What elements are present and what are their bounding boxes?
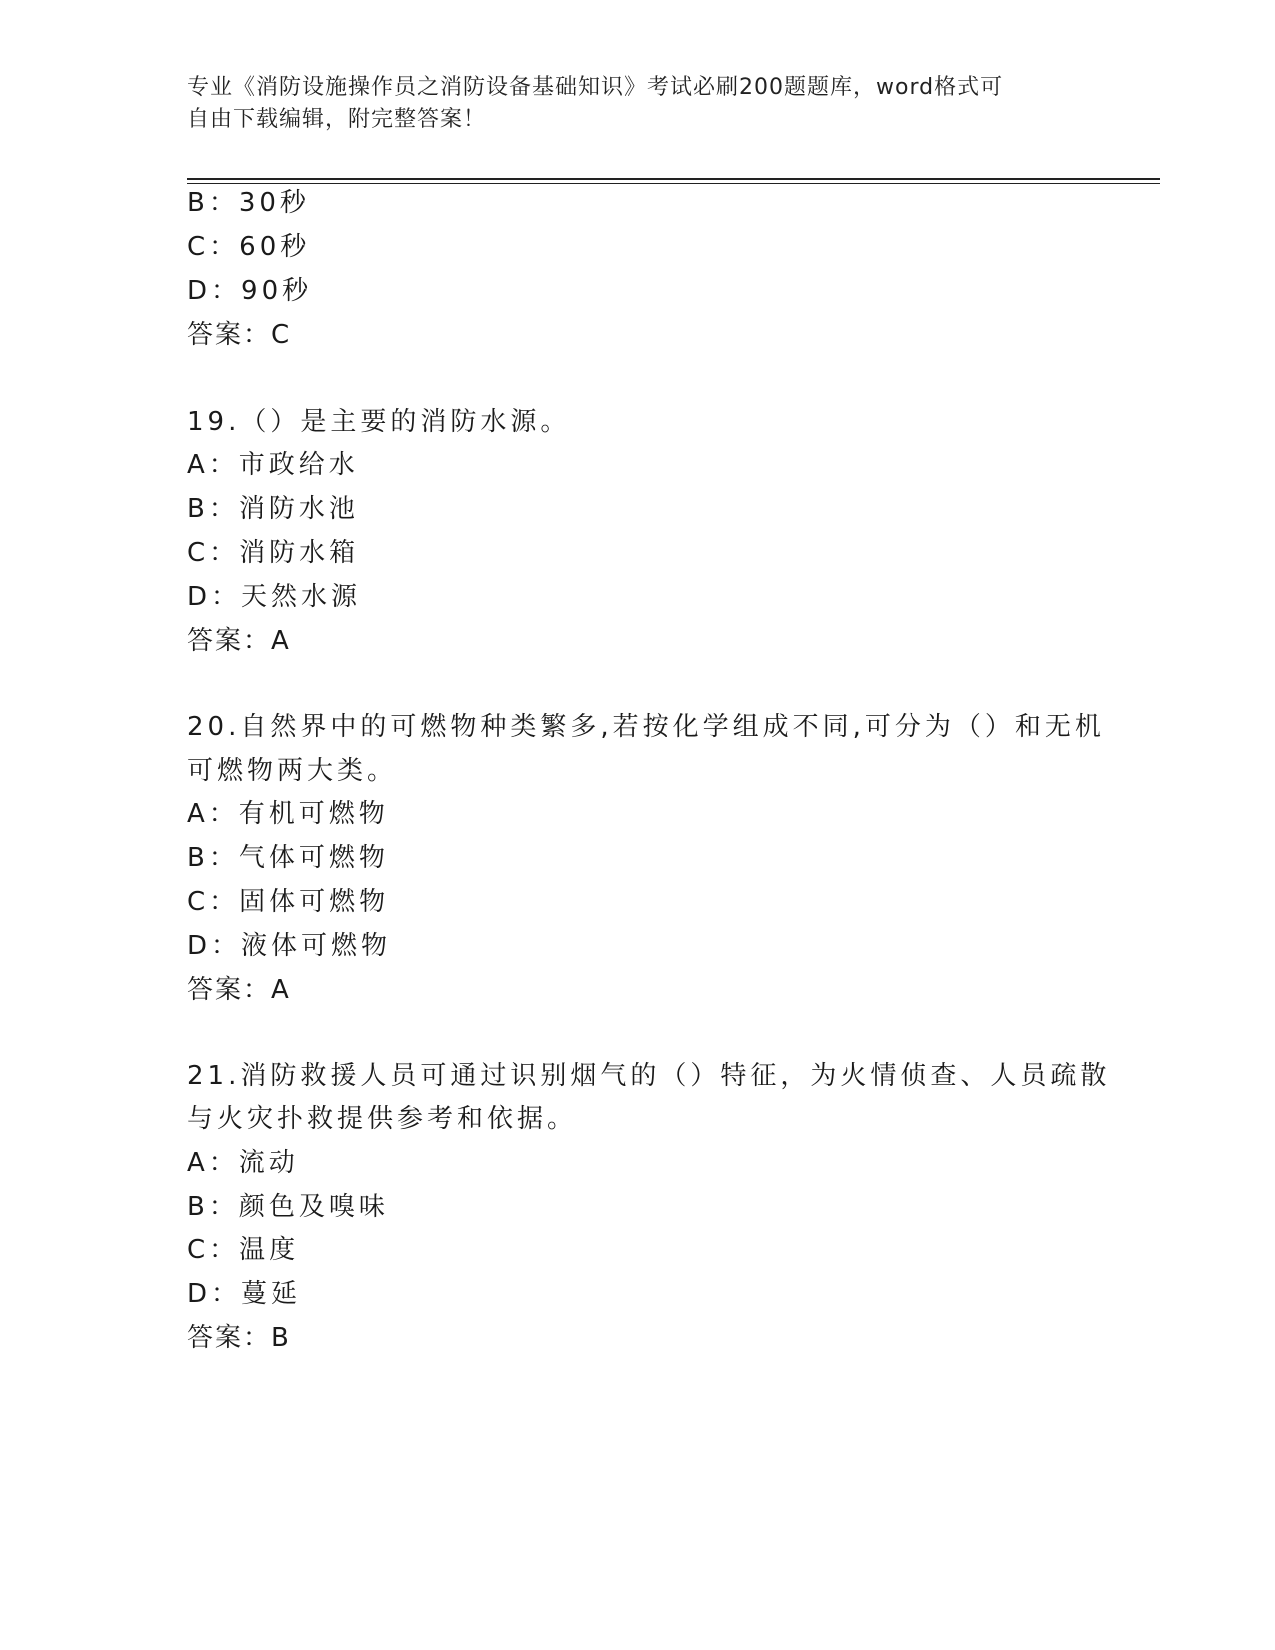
q21-option-c: C：温度 [187,1235,300,1265]
document-header [187,72,1077,136]
q18-option-b: B：30秒 [187,188,310,218]
q21-option-a: A：流动 [187,1148,299,1178]
header-title-line-1: 专业《消防设施操作员之消防设备基础知识》考试必刷200题题库，word格式可 [187,75,1004,100]
q21-option-d: D：蔓延 [187,1279,302,1309]
q18-answer: 答案：C [187,320,292,350]
q21-answer: 答案：B [187,1323,291,1353]
header-title-line-2: 自由下载编辑，附完整答案！ [187,107,487,132]
q19-answer: 答案：A [187,626,291,656]
q18-option-d: D：90秒 [187,276,313,306]
q20-option-c: C：固体可燃物 [187,887,390,917]
q20-answer: 答案：A [187,975,291,1005]
header-divider-thin [187,183,1160,184]
q21-option-b: B：颜色及嗅味 [187,1192,389,1222]
q18-option-c: C：60秒 [187,232,311,262]
q19-stem: 19.（）是主要的消防水源。 [187,407,571,437]
q19-option-b: B：消防水池 [187,494,359,524]
q20-option-b: B：气体可燃物 [187,843,389,873]
q19-option-c: C：消防水箱 [187,538,360,568]
q19-option-a: A：市政给水 [187,450,359,480]
q21-stem-line-1: 21.消防救援人员可通过识别烟气的（）特征，为火情侦查、人员疏散 [187,1061,1111,1091]
q20-stem-line-2: 可燃物两大类。 [187,756,398,786]
header-divider-thick [187,178,1160,180]
q20-option-d: D：液体可燃物 [187,931,392,961]
q20-stem-line-1: 20.自然界中的可燃物种类繁多,若按化学组成不同,可分为（）和无机 [187,712,1105,742]
q20-option-a: A：有机可燃物 [187,799,389,829]
q19-option-d: D：天然水源 [187,582,362,612]
q21-stem-line-2: 与火灾扑救提供参考和依据。 [187,1104,578,1134]
